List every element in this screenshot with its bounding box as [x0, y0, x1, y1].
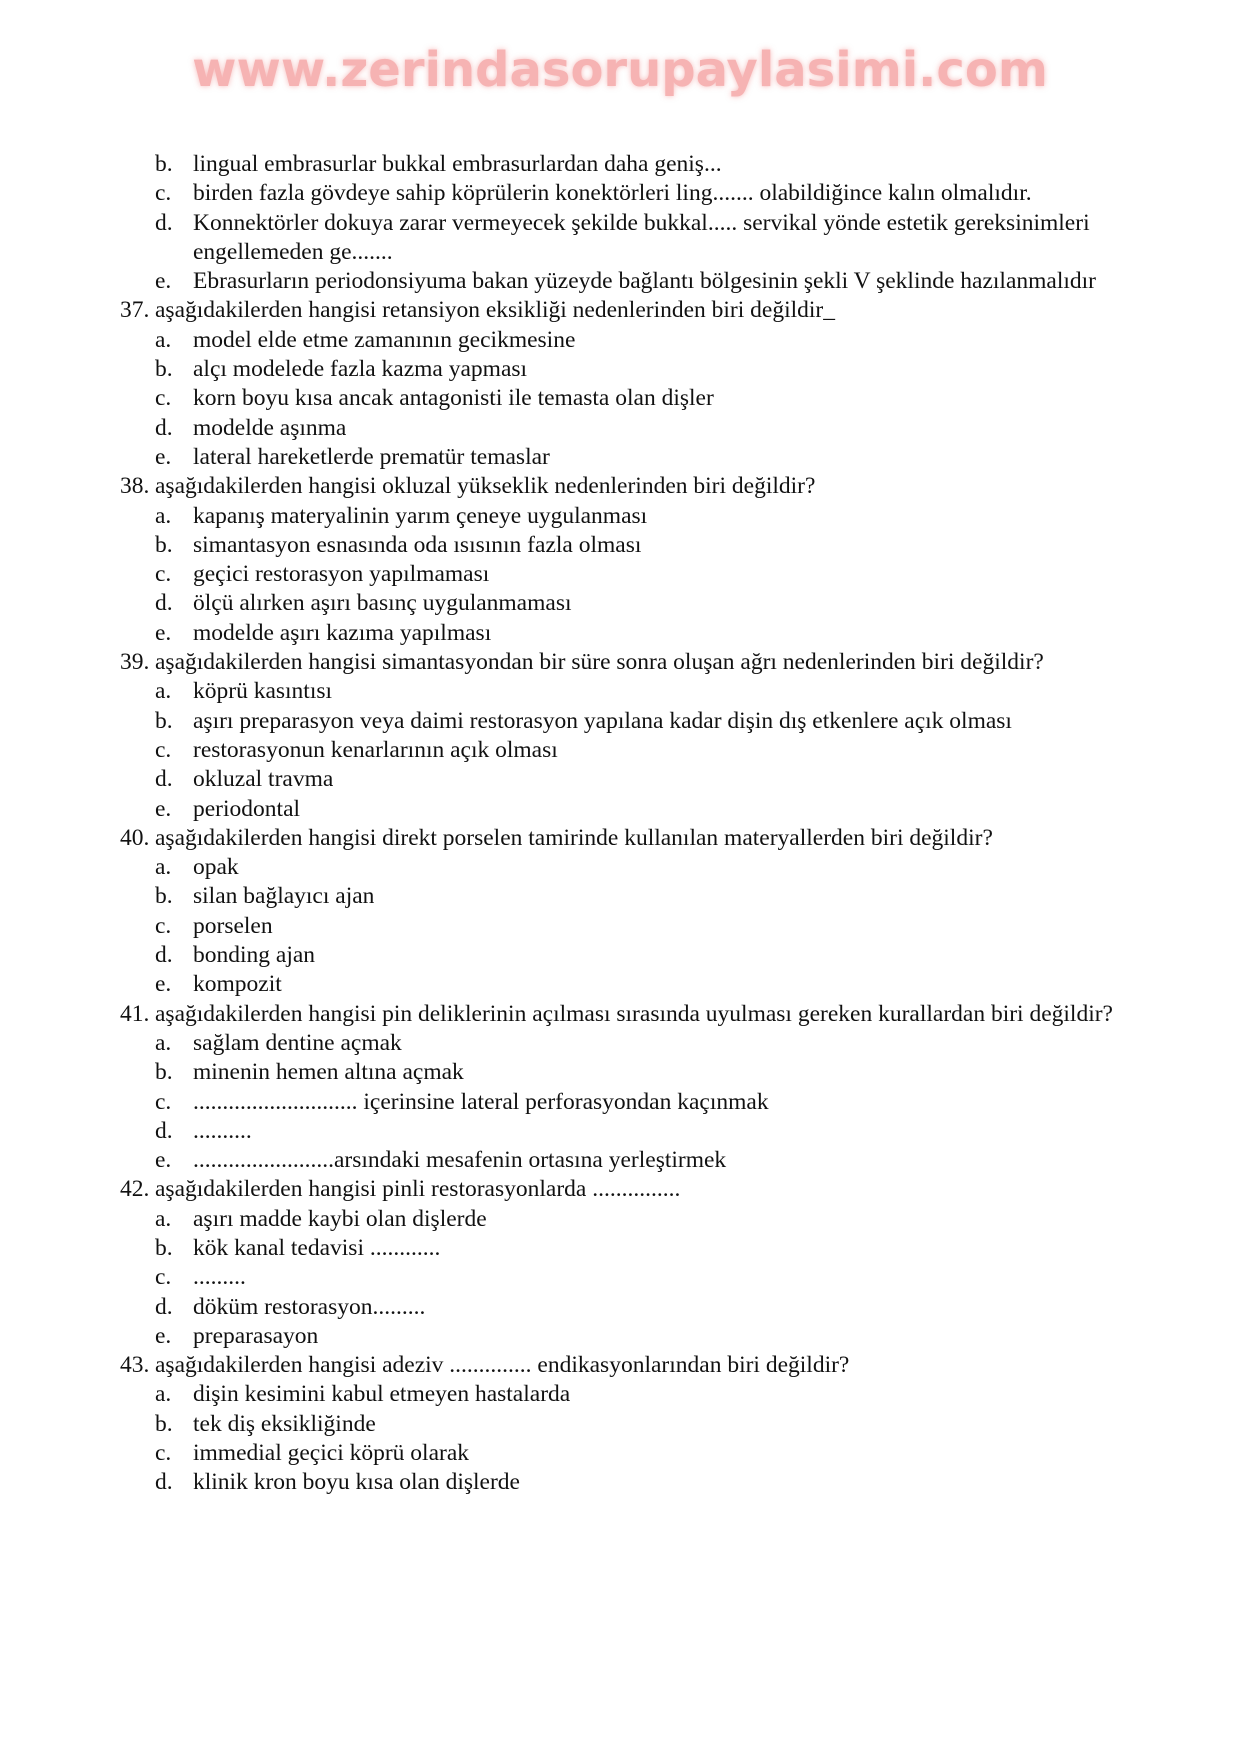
- option-text: köprü kasıntısı: [193, 678, 333, 705]
- option-text: ölçü alırken aşırı basınç uygulanmaması: [193, 590, 572, 617]
- option-letter: e.: [155, 443, 172, 470]
- answer-option: [0, 1117, 1240, 1146]
- question: [0, 824, 1240, 1000]
- option-letter: c.: [155, 1440, 172, 1467]
- answer-option: [0, 1088, 1240, 1117]
- answer-option: [0, 531, 1240, 560]
- option-text: sağlam dentine açmak: [193, 1029, 402, 1056]
- question-number: 37.: [120, 297, 150, 324]
- option-letter: a.: [155, 326, 172, 353]
- answer-option: [0, 677, 1240, 706]
- option-letter: b.: [155, 356, 173, 383]
- answer-option: [0, 1205, 1240, 1234]
- option-letter: c.: [155, 736, 172, 763]
- question-text: aşağıdakilerden hangisi pinli restorasyonlarda ...............: [155, 1176, 681, 1203]
- answer-option: [0, 765, 1240, 794]
- option-letter: a.: [155, 678, 172, 705]
- option-letter: e.: [155, 619, 172, 646]
- answer-option: [0, 882, 1240, 911]
- answer-option: [0, 414, 1240, 443]
- question-number: 41.: [120, 1000, 150, 1027]
- option-text: .........: [193, 1264, 246, 1291]
- answer-option: [0, 1293, 1240, 1322]
- option-letter: e.: [155, 971, 172, 998]
- option-text: dişin kesimini kabul etmeyen hastalarda: [193, 1381, 571, 1408]
- watermark: www.zerindasorupaylasimi.com: [192, 42, 1048, 98]
- option-letter: b.: [155, 151, 173, 177]
- question: [0, 296, 1240, 472]
- answer-option: [0, 853, 1240, 882]
- answer-option: [0, 560, 1240, 589]
- question-number: 38.: [120, 473, 150, 500]
- answer-option: [0, 326, 1240, 355]
- answer-option: [0, 1263, 1240, 1292]
- option-letter: a.: [155, 854, 172, 881]
- answer-option: [0, 1380, 1240, 1409]
- option-text: restorasyonun kenarlarının açık olması: [193, 736, 558, 763]
- option-letter: b.: [155, 1059, 173, 1086]
- option-letter: d.: [155, 209, 173, 236]
- option-text: birden fazla gövdeye sahip köprülerin konektörleri ling....... olabildiğince kalın olmalıdır.: [193, 180, 1032, 207]
- answer-option: [0, 1410, 1240, 1439]
- option-letter: b.: [155, 531, 173, 558]
- answer-option: [0, 1322, 1240, 1351]
- question-stem: [0, 1000, 1240, 1029]
- option-letter: c.: [155, 385, 172, 412]
- question-text: aşağıdakilerden hangisi retansiyon eksikliği nedenlerinden biri değildir_: [155, 297, 836, 324]
- answer-option: [0, 179, 1240, 208]
- answer-option: [0, 150, 1240, 179]
- option-text: ........................arsındaki mesafenin ortasına yerleştirmek: [193, 1147, 727, 1174]
- question-number: 43.: [120, 1352, 150, 1379]
- answer-option: [0, 619, 1240, 648]
- option-text: lingual embrasurlar bukkal embrasurlardan daha geniş...: [193, 151, 722, 177]
- option-text: aşırı madde kaybi olan dişlerde: [193, 1205, 487, 1232]
- option-text: porselen: [193, 912, 273, 939]
- option-text: kök kanal tedavisi ............: [193, 1234, 441, 1261]
- option-letter: a.: [155, 502, 172, 529]
- answer-option: [0, 1146, 1240, 1175]
- question: [0, 472, 1240, 648]
- question-number: 39.: [120, 649, 150, 676]
- question-stem: [0, 1351, 1240, 1380]
- answer-option: [0, 443, 1240, 472]
- option-letter: b.: [155, 1234, 173, 1261]
- option-text: ............................ içerinsine lateral perforasyondan kaçınmak: [193, 1088, 769, 1115]
- option-text: Ebrasurların periodonsiyuma bakan yüzeyde bağlantı bölgesinin şekli V şeklinde hazılanmalıdır: [193, 268, 1096, 295]
- option-letter: c.: [155, 912, 172, 939]
- option-text: silan bağlayıcı ajan: [193, 883, 375, 910]
- option-text: alçı modelede fazla kazma yapması: [193, 356, 528, 383]
- question: [0, 1000, 1240, 1176]
- option-text: immedial geçici köprü olarak: [193, 1440, 470, 1467]
- option-text: kapanış materyalinin yarım çeneye uygulanması: [193, 502, 648, 529]
- answer-option: [0, 970, 1240, 999]
- option-letter: e.: [155, 268, 172, 295]
- question-text: aşağıdakilerden hangisi simantasyondan bir süre sonra oluşan ağrı nedenlerinden biri değildir?: [155, 649, 1044, 676]
- answer-option: [0, 941, 1240, 970]
- option-text: tek diş eksikliğinde: [193, 1410, 376, 1437]
- question: [0, 1175, 1240, 1351]
- answer-option: [0, 1029, 1240, 1058]
- option-letter: a.: [155, 1381, 172, 1408]
- option-text: ..........: [193, 1117, 252, 1144]
- answer-option: [0, 384, 1240, 413]
- option-text: geçici restorasyon yapılmaması: [193, 561, 490, 588]
- answer-option: [0, 1468, 1240, 1497]
- question-stem: [0, 472, 1240, 501]
- option-letter: d.: [155, 1293, 173, 1320]
- option-text: aşırı preparasyon veya daimi restorasyon yapılana kadar dişin dış etkenlere açık olması: [193, 707, 1012, 734]
- answer-option: [0, 355, 1240, 384]
- option-text: döküm restorasyon.........: [193, 1293, 426, 1320]
- question-text: aşağıdakilerden hangisi direkt porselen tamirinde kullanılan materyallerden biri değildir?: [155, 824, 993, 851]
- option-text: klinik kron boyu kısa olan dişlerde: [193, 1469, 520, 1496]
- option-text: modelde aşırı kazıma yapılması: [193, 619, 492, 646]
- question-number: 40.: [120, 824, 150, 851]
- option-letter: d.: [155, 1469, 173, 1496]
- answer-option: [0, 502, 1240, 531]
- option-text: lateral hareketlerde prematür temaslar: [193, 443, 550, 470]
- exam-document: [0, 150, 1240, 1498]
- question-stem: [0, 1175, 1240, 1204]
- option-letter: d.: [155, 766, 173, 793]
- option-text: Konnektörler dokuya zarar vermeyecek şekilde bukkal..... servikal yönde estetik gereksinimleri engellemeden ge.......: [193, 209, 1090, 265]
- option-text: simantasyon esnasında oda ısısının fazla olması: [193, 531, 642, 558]
- option-text: okluzal travma: [193, 766, 334, 793]
- option-letter: d.: [155, 414, 173, 441]
- option-text: modelde aşınma: [193, 414, 347, 441]
- question-text: aşağıdakilerden hangisi okluzal yükseklik nedenlerinden biri değildir?: [155, 473, 816, 500]
- question-number: 42.: [120, 1176, 150, 1203]
- option-letter: e.: [155, 1147, 172, 1174]
- option-letter: c.: [155, 561, 172, 588]
- question-stem: [0, 648, 1240, 677]
- option-text: periodontal: [193, 795, 301, 822]
- option-letter: d.: [155, 942, 173, 969]
- option-text: opak: [193, 854, 239, 881]
- question-stem: [0, 824, 1240, 853]
- option-letter: b.: [155, 707, 173, 734]
- option-text: bonding ajan: [193, 942, 316, 969]
- option-text: kompozit: [193, 971, 282, 998]
- answer-option: [0, 1439, 1240, 1468]
- question-stem: [0, 296, 1240, 325]
- option-letter: e.: [155, 795, 172, 822]
- answer-option: [0, 267, 1240, 296]
- answer-option: [0, 912, 1240, 941]
- option-letter: d.: [155, 1117, 173, 1144]
- question: [0, 648, 1240, 824]
- answer-option: [0, 1058, 1240, 1087]
- question-text: aşağıdakilerden hangisi pin deliklerinin açılması sırasında uyulması gereken kurallardan biri değildir?: [155, 1000, 1113, 1027]
- answer-option: [0, 209, 1240, 268]
- answer-option: [0, 589, 1240, 618]
- option-text: korn boyu kısa ancak antagonisti ile temasta olan dişler: [193, 385, 714, 412]
- answer-option: [0, 736, 1240, 765]
- option-letter: b.: [155, 883, 173, 910]
- option-letter: c.: [155, 1088, 172, 1115]
- question: [0, 1351, 1240, 1497]
- option-letter: a.: [155, 1029, 172, 1056]
- option-letter: c.: [155, 1264, 172, 1291]
- option-letter: c.: [155, 180, 172, 207]
- option-text: preparasayon: [193, 1322, 319, 1349]
- option-text: model elde etme zamanının gecikmesine: [193, 326, 576, 353]
- option-text: minenin hemen altına açmak: [193, 1059, 464, 1086]
- option-letter: b.: [155, 1410, 173, 1437]
- option-letter: a.: [155, 1205, 172, 1232]
- option-letter: e.: [155, 1322, 172, 1349]
- answer-option: [0, 707, 1240, 736]
- answer-option: [0, 1234, 1240, 1263]
- question-text: aşağıdakilerden hangisi adeziv .............. endikasyonlarından biri değildir?: [155, 1352, 850, 1379]
- option-letter: d.: [155, 590, 173, 617]
- answer-option: [0, 795, 1240, 824]
